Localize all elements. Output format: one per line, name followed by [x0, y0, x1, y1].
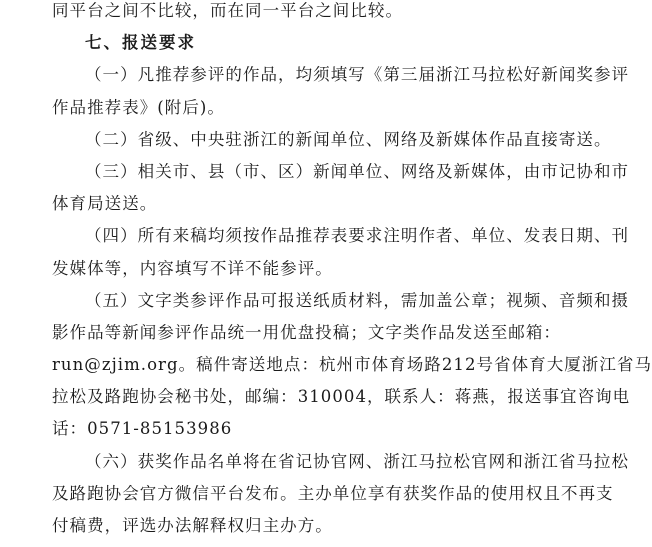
- item-5-line-2: 影作品等新闻参评作品统一用优盘投稿；文字类作品发送至邮箱：: [52, 322, 561, 342]
- item-4-line-1: （四）所有来稿均须按作品推荐表要求注明作者、单位、发表日期、刊: [85, 226, 630, 246]
- paragraph-continuation-line: 同平台之间不比较，而在同一平台之间比较。: [52, 1, 403, 20]
- item-5-line-5: 话：0571-85153986: [52, 419, 233, 439]
- item-1-line-2: 作品推荐表》(附后)。: [52, 97, 225, 117]
- item-3-line-2: 体育局送送。: [52, 194, 158, 214]
- section-heading-submission-requirements: 七、报送要求: [85, 33, 196, 53]
- item-6-line-3: 付稿费，评选办法解释权归主办方。: [52, 516, 333, 535]
- item-6-line-2: 及路跑协会官方微信平台发布。主办单位享有获奖作品的使用权且不再支: [52, 483, 614, 503]
- item-5-line-4: 拉松及路跑协会秘书处，邮编：310004，联系人：蒋燕，报送事宜咨询电: [52, 387, 631, 407]
- item-5-line-1: （五）文字类参评作品可报送纸质材料，需加盖公章；视频、音频和摄: [85, 290, 630, 310]
- item-6-line-1: （六）获奖作品名单将在省记协官网、浙江马拉松官网和浙江省马拉松: [85, 451, 630, 471]
- item-2-line-1: （二）省级、中央驻浙江的新闻单位、网络及新媒体作品直接寄送。: [85, 129, 612, 149]
- item-1-line-1: （一）凡推荐参评的作品，均须填写《第三届浙江马拉松好新闻奖参评: [85, 65, 630, 85]
- item-3-line-1: （三）相关市、县（市、区）新闻单位、网络及新媒体，由市记协和市: [85, 161, 630, 181]
- item-4-line-2: 发媒体等，内容填写不详不能参评。: [52, 258, 333, 278]
- item-5-line-3: run@zjim.org。稿件寄送地点：杭州市体育场路212号省体育大厦浙江省马: [52, 355, 652, 375]
